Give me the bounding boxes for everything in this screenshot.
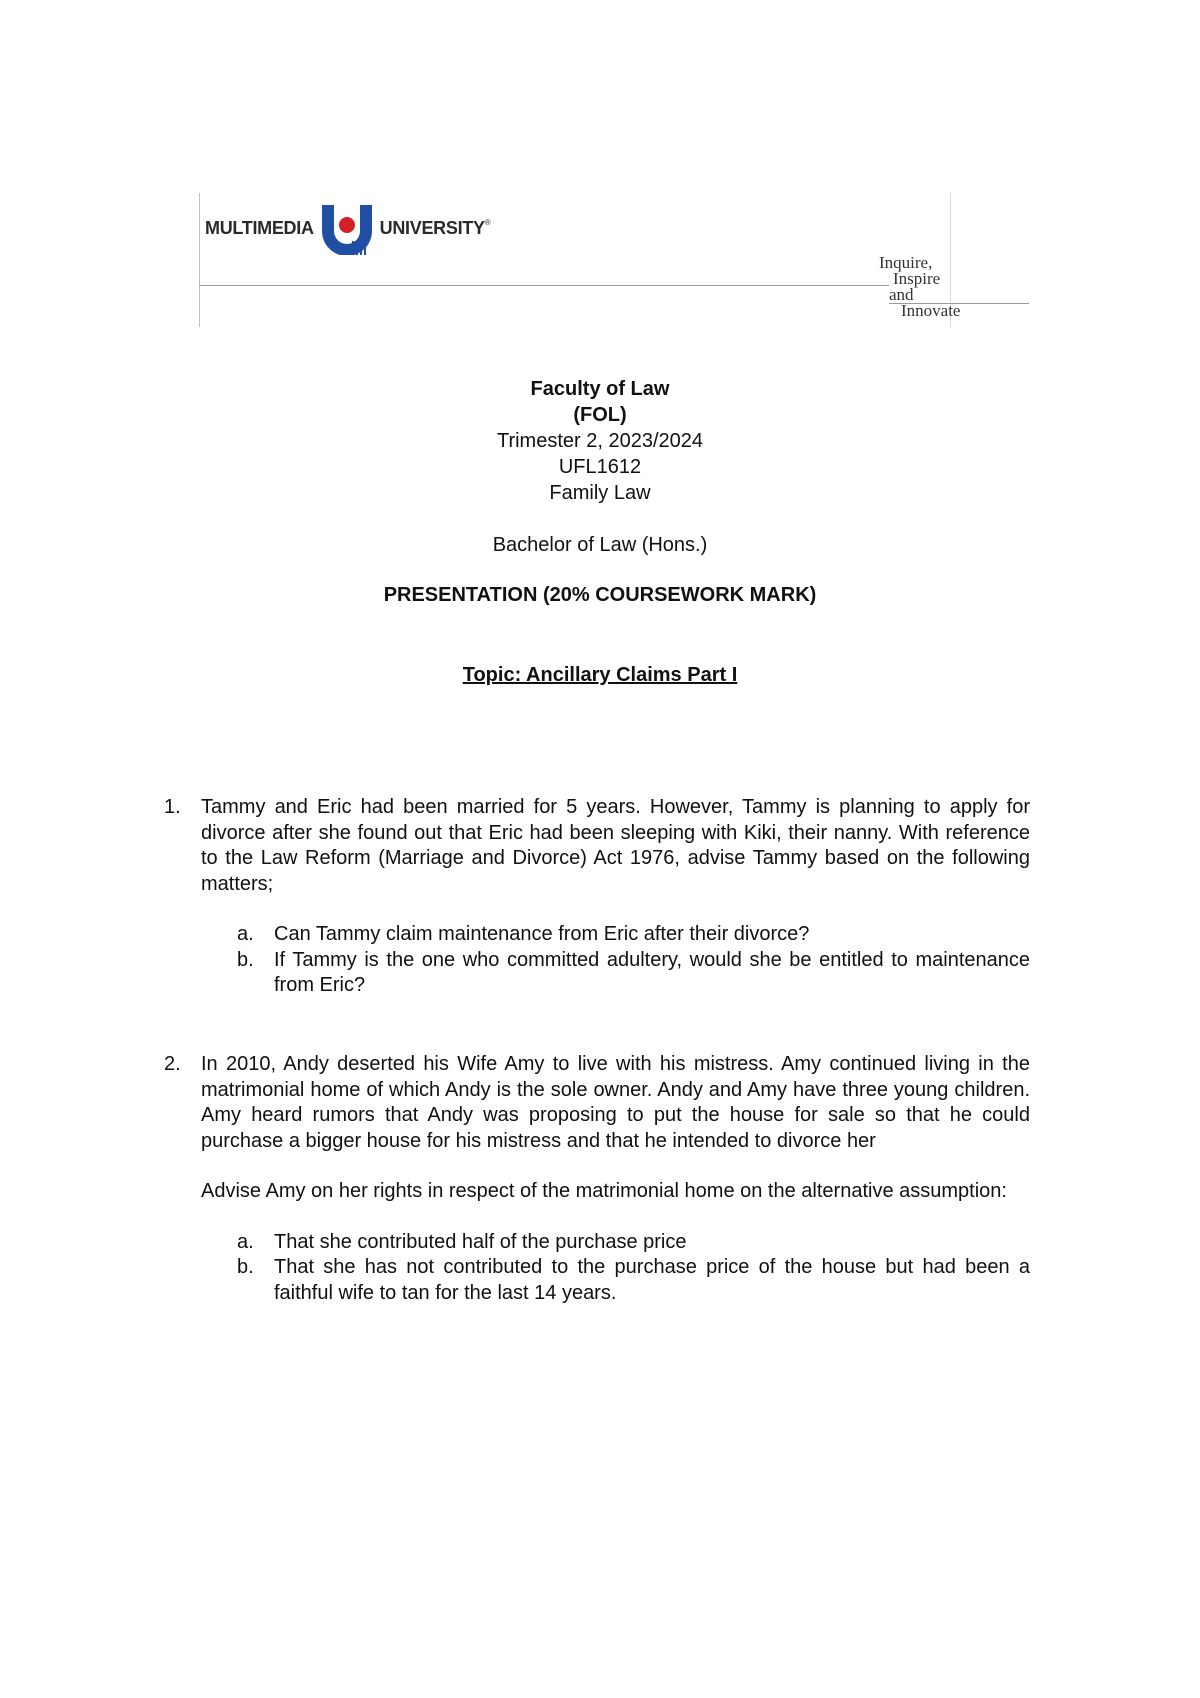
course-header xyxy=(0,376,1200,558)
question-2 xyxy=(164,1052,1030,1306)
letterhead xyxy=(199,193,1029,327)
sub-question-letter: a. xyxy=(237,1230,254,1253)
assessment-title: PRESENTATION (20% COURSEWORK MARK) xyxy=(383,584,817,606)
university-logo xyxy=(205,205,490,251)
question-1 xyxy=(164,795,1030,999)
sub-question xyxy=(237,1255,1030,1306)
letterhead-rule xyxy=(199,285,889,286)
university-motto xyxy=(879,255,960,319)
question-number: 2. xyxy=(164,1053,181,1075)
topic-title: Topic: Ancillary Claims Part I xyxy=(462,664,738,686)
sub-question-letter: a. xyxy=(237,923,254,945)
faculty-abbreviation: (FOL) xyxy=(573,404,627,426)
sub-question-text: That she contributed half of the purchase price xyxy=(274,1230,687,1253)
sub-question xyxy=(237,948,1030,999)
question-instruction: Advise Amy on her rights in respect of the matrimonial home on the alternative assumption: xyxy=(201,1180,1007,1202)
programme-name: Bachelor of Law (Hons.) xyxy=(492,534,708,556)
sub-question-letter: b. xyxy=(237,1256,254,1278)
sub-question xyxy=(237,1230,1030,1256)
sub-question-text: That she has not contributed to the purchase price of the house but had been a faithful wife to tan for the last 14 years. xyxy=(274,1256,1030,1304)
course-name: Family Law xyxy=(549,482,651,504)
course-code: UFL1612 xyxy=(558,456,642,478)
sub-question-text: Can Tammy claim maintenance from Eric after their divorce? xyxy=(274,923,810,945)
logo-text-left: MULTIMEDIA xyxy=(205,217,314,238)
motto-line: Innovate xyxy=(901,301,961,320)
sub-question-letter: b. xyxy=(237,948,254,971)
faculty-name: Faculty of Law xyxy=(530,378,670,400)
question-number: 1. xyxy=(164,796,181,818)
mmu-emblem-icon xyxy=(318,201,376,255)
sub-question-list xyxy=(237,922,1030,999)
motto-line: and xyxy=(889,285,914,304)
sub-question xyxy=(237,922,1030,948)
motto-line: Inspire xyxy=(893,269,941,288)
question-text: In 2010, Andy deserted his Wife Amy to live with his mistress. Amy continued living in the matrimonial home of which Andy is the sole owner. Andy and Amy have three young children. Amy heard rumors that Andy was proposing to put the house for sale so that he could purchase a bigger house for his mistress and that he intended to divorce her xyxy=(201,1053,1030,1152)
sub-question-list xyxy=(237,1230,1030,1307)
question-text: Tammy and Eric had been married for 5 years. However, Tammy is planning to apply for divorce after she found out that Eric had been sleeping with Kiki, their nanny. With reference to the Law Reform (Marriage and Divorce) Act 1976, advise Tammy based on the following matters; xyxy=(201,796,1030,895)
motto-line: Inquire, xyxy=(879,253,933,272)
letterhead-divider xyxy=(199,193,200,327)
logo-text-right: UNIVERSITY® xyxy=(379,217,491,238)
trimester: Trimester 2, 2023/2024 xyxy=(496,430,704,452)
sub-question-text: If Tammy is the one who committed adultery, would she be entitled to maintenance from Eric? xyxy=(274,948,1030,996)
